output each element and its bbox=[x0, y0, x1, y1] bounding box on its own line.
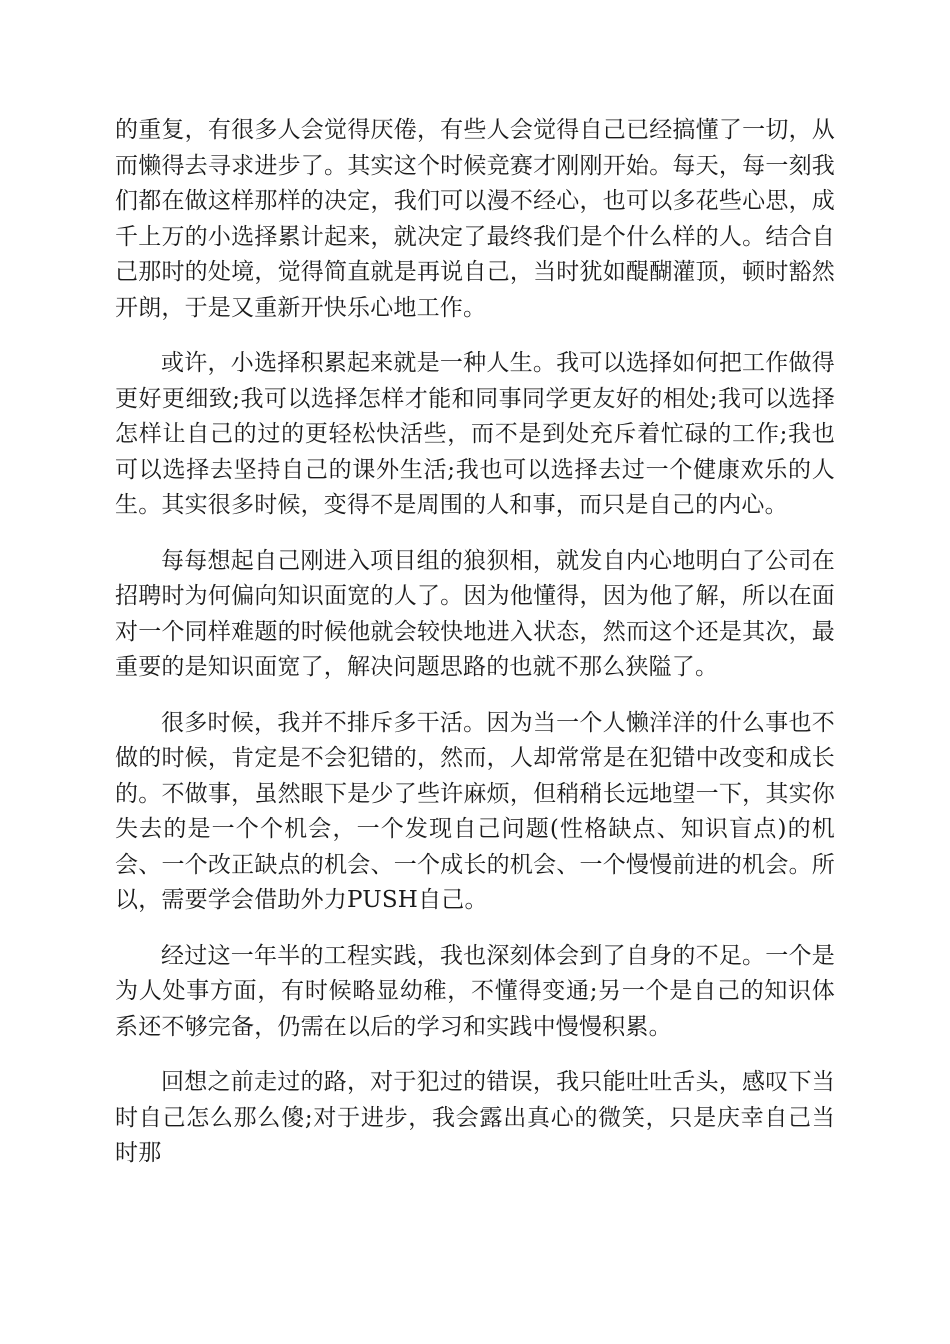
paragraph-6: 回想之前走过的路，对于犯过的错误，我只能吐吐舌头，感叹下当时自己怎么那么傻;对于进步，我会露出真心的微笑，只是庆幸自己当时那 bbox=[115, 1069, 835, 1166]
paragraph-5: 经过这一年半的工程实践，我也深刻体会到了自身的不足。一个是为人处事方面，有时候略显幼稚，不懂得变通;另一个是自己的知识体系还不够完备，仍需在以后的学习和实践中慢慢积累。 bbox=[115, 942, 835, 1040]
paragraph-1: 的重复，有很多人会觉得厌倦，有些人会觉得自己已经搞懂了一切，从而懒得去寻求进步了。其实这个时候竞赛才刚刚开始。每天，每一刻我们都在做这样那样的决定，我们可以漫不经心，也可以多花些心思，成千上万的小选择累计起来，就决定了最终我们是个什么样的人。结合自己那时的处境，觉得简直就是再说自己，当时犹如醍醐灌顶，顿时豁然开朗，于是又重新开快乐心地工作。 bbox=[115, 117, 835, 321]
paragraph-3: 每每想起自己刚进入项目组的狼狈相，就发自内心地明白了公司在招聘时为何偏向知识面宽的人了。因为他懂得，因为他了解，所以在面对一个同样难题的时候他就会较快地进入状态，然而这个还是其次，最重要的是知识面宽了，解决问题思路的也就不那么狭隘了。 bbox=[115, 547, 835, 680]
paragraph-4: 很多时候，我并不排斥多干活。因为当一个人懒洋洋的什么事也不做的时候，肯定是不会犯错的，然而，人却常常是在犯错中改变和成长的。不做事，虽然眼下是少了些许麻烦，但稍稍长远地望一下，其实你失去的是一个个机会，一个发现自己问题(性格缺点、知识盲点)的机会、一个改正缺点的机会、一个成长的机会、一个慢慢前进的机会。所以，需要学会借助外力PUSH自己。 bbox=[115, 709, 835, 913]
document-body bbox=[115, 113, 835, 1192]
paragraph-2: 或许，小选择积累起来就是一种人生。我可以选择如何把工作做得更好更细致;我可以选择怎样才能和同事同学更友好的相处;我可以选择怎样让自己的过的更轻松快活些，而不是到处充斥着忙碌的工作;我也可以选择去坚持自己的课外生活;我也可以选择去过一个健康欢乐的人生。其实很多时候，变得不是周围的人和事，而只是自己的内心。 bbox=[115, 350, 835, 518]
